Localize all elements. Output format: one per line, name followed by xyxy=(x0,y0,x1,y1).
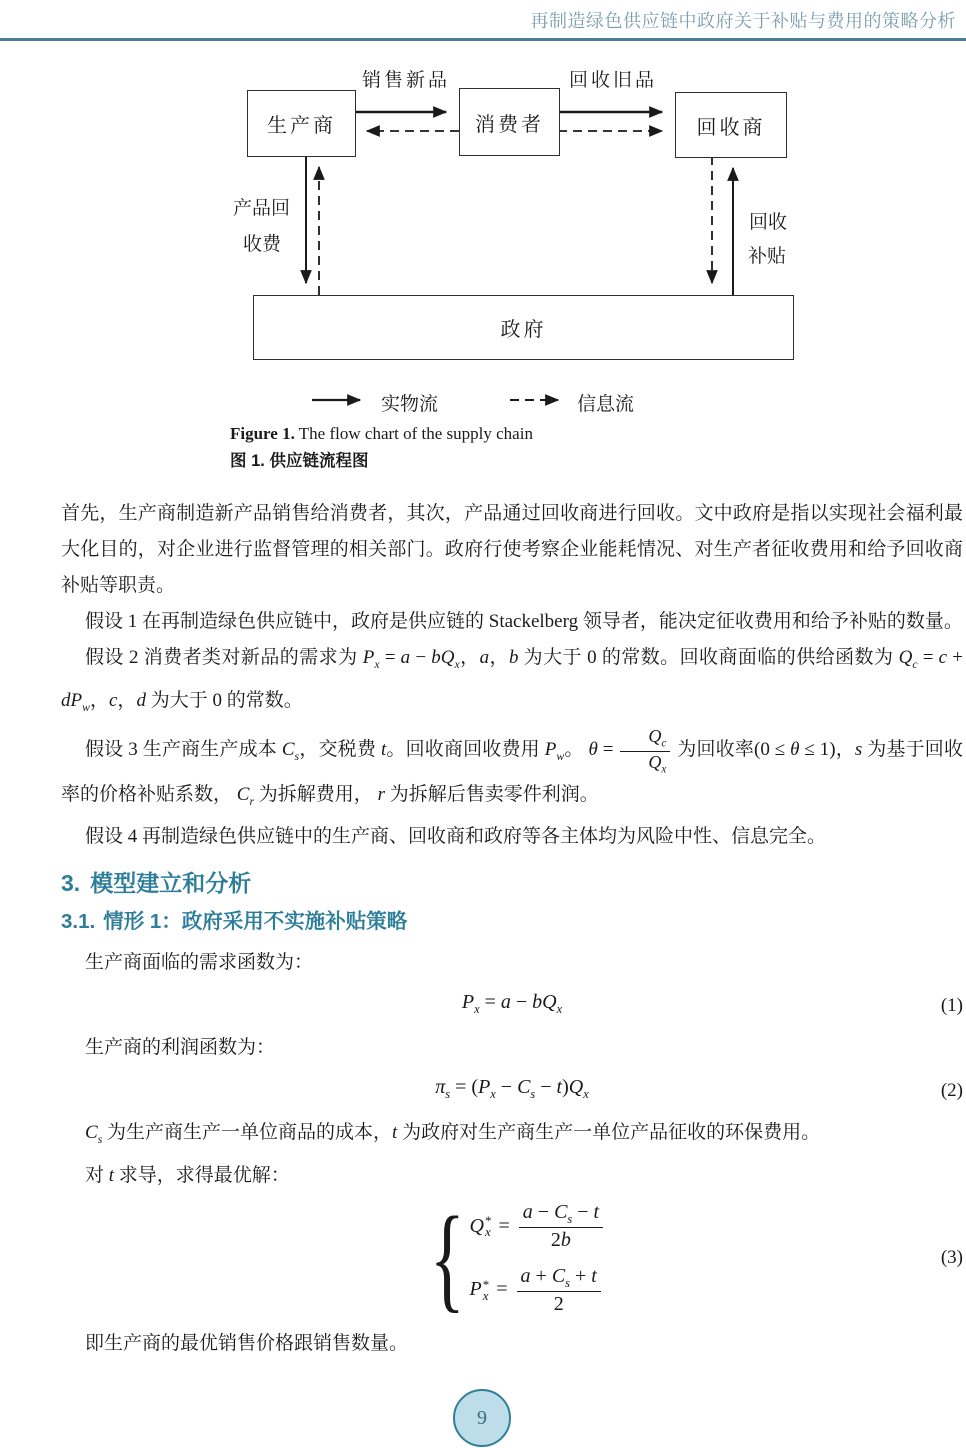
paragraph-assumption-1: 假设 1 在再制造绿色供应链中，政府是供应链的 Stackelberg 领导者，能决定征收费用和给予补贴的数量。 xyxy=(85,611,963,632)
equation-2 xyxy=(61,1067,963,1114)
legend-physical-flow-label: 实物流 xyxy=(381,394,439,415)
paragraph-conclusion: 即生产商的最优销售价格跟销售数量。 xyxy=(85,1332,409,1354)
legend-information-flow-label: 信息流 xyxy=(577,394,635,415)
recycler-box-label: 回收商 xyxy=(696,116,766,139)
main-text-column xyxy=(61,496,963,1362)
label-recycle-subsidy-line1: 回收 xyxy=(749,212,788,233)
consumer-box xyxy=(459,88,560,156)
brace-icon: { xyxy=(429,1191,465,1323)
equation-2-body: $\pi_s = (P_x - C_s - t)Q_x$ xyxy=(435,1076,589,1102)
manufacturer-box-label: 生产商 xyxy=(267,115,336,137)
fraction-denominator: $Q_x$ xyxy=(620,751,670,777)
paragraph-cost-explanation: $C_s$ 为生产商生产一单位商品的成本，t 为政府对生产商生产一单位产品征收的环保费用。 xyxy=(85,1122,821,1147)
equation-3-number: (3) xyxy=(940,1247,963,1268)
paragraph-assumption-4: 假设 4 再制造绿色供应链中的生产商、回收商和政府等各主体均为风险中性、信息完全。 xyxy=(85,826,827,848)
section-3-1-heading xyxy=(61,907,963,937)
optimal-price-symbol: P * x xyxy=(469,1276,490,1303)
assumption-3-text-b: 为回收率(0 ≤ θ ≤ 1)，s 为基于回收率的价格补贴系数， $C_r$ 为拆解费用， r 为拆解后售卖零件利润。 xyxy=(61,739,963,808)
manufacturer-box xyxy=(247,90,356,157)
equation-3-line-2: P * x = $\frac{a + C_s + t}{2}$ xyxy=(470,1264,603,1316)
running-head-title: 再制造绿色供应链中政府关于补贴与费用的策略分析 xyxy=(530,11,956,31)
equation-2-number: (2) xyxy=(940,1079,963,1101)
figure-1-flowchart xyxy=(230,55,800,420)
equation-3 xyxy=(61,1191,963,1323)
label-product-recycle-fee-line2: 收费 xyxy=(243,234,282,255)
optimal-quantity-symbol: Q * x xyxy=(469,1213,492,1240)
section-3-title: 模型建立和分析 xyxy=(90,870,252,897)
paragraph-assumption-3 xyxy=(61,726,963,820)
paragraph-derivative-intro: 对 t 求导，求得最优解： xyxy=(85,1165,290,1187)
figure-caption-chinese xyxy=(230,447,368,471)
equation-1-number: (1) xyxy=(940,994,963,1016)
assumption-3-text-a: 假设 3 生产商生产成本 $C_s$，交税费 t。回收商回收费用 $P_w$。 θ = xyxy=(85,739,619,764)
figure-caption-en-text: The flow chart of the supply chain xyxy=(294,424,533,443)
equation-3-lines xyxy=(470,1200,606,1316)
paragraph-demand-function-intro: 生产商面临的需求函数为： xyxy=(85,952,314,974)
figure-caption-en-label: Figure 1. xyxy=(230,424,295,443)
equation-1 xyxy=(61,982,963,1029)
equation-1-body: $P_x = a - bQ_x$ xyxy=(461,991,563,1017)
equation-3-line-2-fraction: $\frac{a + C_s + t}{2}$ xyxy=(517,1264,601,1316)
equation-3-line-1: Q * x = $\frac{a - C_s - t}{2b}$ xyxy=(470,1200,606,1252)
theta-ratio-fraction xyxy=(620,726,670,777)
page-number: 9 xyxy=(477,1406,487,1429)
page-number-badge xyxy=(453,1389,511,1447)
figure-caption-zh-text: 供应链流程图 xyxy=(264,452,369,470)
figure-caption-english xyxy=(230,424,533,444)
section-3-number: 3. xyxy=(61,870,81,897)
consumer-box-label: 消费者 xyxy=(475,113,544,136)
equation-3-system xyxy=(419,1191,605,1323)
label-product-recycle-fee-line1: 产品回 xyxy=(233,198,291,219)
label-recycle-subsidy-line2: 补贴 xyxy=(748,246,787,267)
section-3-1-number: 3.1. xyxy=(61,910,96,934)
government-box-label: 政府 xyxy=(500,319,547,341)
label-sell-new-products: 销售新品 xyxy=(362,70,451,91)
recycler-box xyxy=(675,92,787,158)
paragraph-intro: 首先，生产商制造新产品销售给消费者，其次，产品通过回收商进行回收。文中政府是指以实现社会福利最大化目的，对企业进行监督管理的相关部门。政府行使考察企业能耗情况、对生产者征收费用和给予回收商补贴等职责。 xyxy=(61,503,963,596)
fraction-numerator: $Q_c$ xyxy=(648,725,667,750)
section-3-1-title: 情形 1：政府采用不实施补贴策略 xyxy=(103,910,408,934)
label-recycle-old-products: 回收旧品 xyxy=(569,70,658,91)
government-box xyxy=(253,295,794,360)
paragraph-profit-function-intro: 生产商的利润函数为： xyxy=(85,1037,276,1059)
header-rule xyxy=(0,38,966,41)
equation-3-line-1-fraction: $\frac{a - C_s - t}{2b}$ xyxy=(519,1200,603,1252)
paragraph-assumption-2: 假设 2 消费者类对新品的需求为 $P_x = a - bQ_x$，a，b 为大于 0 的常数。回收商面临的供给函数为 $Q_c = c + dP_w$，c，d 为大于 0 的常数。 xyxy=(61,647,963,714)
figure-caption-zh-label: 图 1. xyxy=(230,452,265,470)
section-3-heading xyxy=(61,867,963,899)
